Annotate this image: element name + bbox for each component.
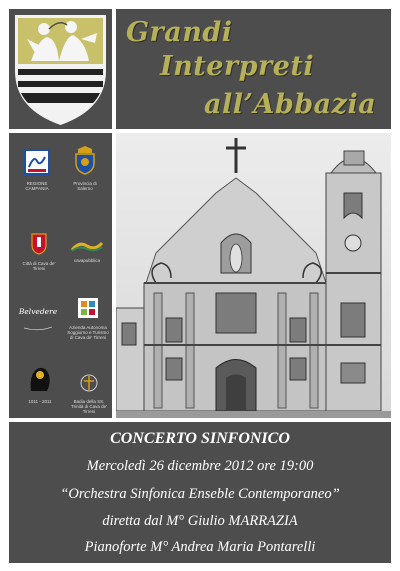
cavapubblica-logo (67, 237, 107, 263)
millenario-emblem-icon (25, 363, 55, 393)
provincia-logo (65, 145, 105, 191)
title-line-1: Grandi (126, 17, 233, 48)
comune-logo (21, 231, 57, 271)
title-line-2: Interpreti (160, 51, 315, 82)
regione-campania-logo (19, 149, 55, 191)
sponsor-logos-panel (9, 133, 112, 418)
piano-line: Pianoforte M° Andrea Maria Pontarelli (84, 539, 316, 555)
concert-date: Mercoledì 26 dicembre 2012 ore 19:00 (86, 458, 314, 474)
belvedere-swash-icon (23, 325, 53, 331)
belvedere-wordmark: Belvedere (18, 307, 58, 316)
church-illustration-panel (116, 133, 391, 418)
comune-caption: Città di Cava de' Tirreni (22, 261, 56, 271)
crest-panel (9, 9, 112, 129)
badia-emblem-icon (78, 373, 100, 393)
cavapubblica-mark-icon (71, 240, 103, 252)
orchestra-name: “Orchestra Sinfonica Enseble Contemporaneo” (60, 486, 340, 502)
title-panel (116, 9, 391, 129)
azienda-caption: Azienda Autonoma Soggiorno e Turismo di Cava de' Tirreni (67, 325, 109, 340)
azienda-emblem-icon (77, 297, 99, 319)
badia-caption: Badia della SS. Trinità di Cava de' Tirreni (71, 399, 107, 414)
cavapubblica-caption: cavapubblica (73, 258, 101, 263)
badia-logo (67, 373, 111, 414)
provincia-shield-icon (74, 145, 96, 175)
regione-caption: REGIONE CAMPANIA (25, 181, 49, 191)
title-line-3: all’Abbazia (204, 89, 377, 120)
millenario-logo (17, 363, 63, 404)
concert-heading: CONCERTO SINFONICO (110, 430, 290, 447)
church-facade-illustration (116, 133, 391, 418)
concert-info-panel (9, 422, 391, 563)
azienda-logo (67, 297, 109, 340)
regione-emblem-icon (24, 149, 50, 175)
abbey-crest-logo (9, 9, 112, 129)
millenario-caption: 1011 - 2011 (28, 399, 52, 404)
conductor-line: diretta dal M° Giulio MARRAZIA (102, 513, 298, 529)
belvedere-logo (17, 307, 59, 335)
provincia-caption: Provincia di Salerno (73, 181, 97, 191)
comune-shield-icon (30, 231, 48, 255)
